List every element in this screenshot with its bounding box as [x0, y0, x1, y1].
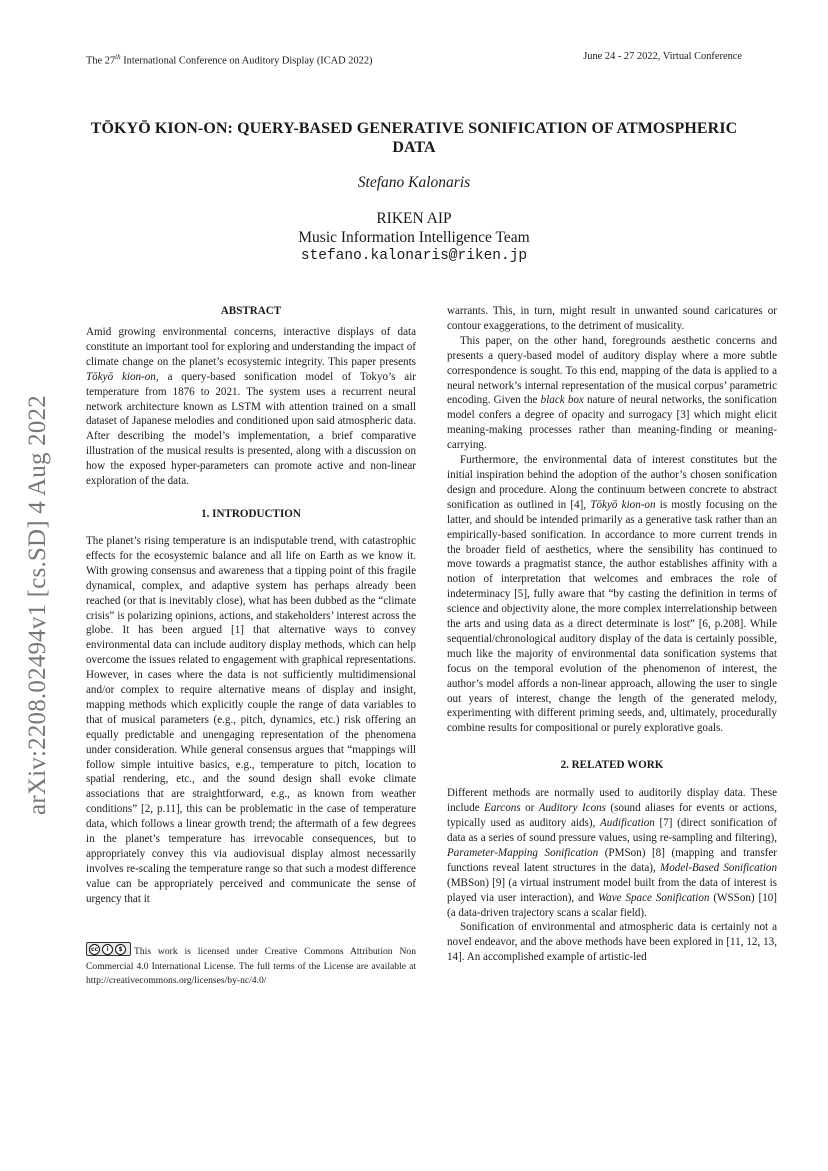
affiliation-org: RIKEN AIP: [376, 210, 452, 227]
intro-p3-text-b: is mostly focusing on the latter, and should be intended primarily as a generative task rather than an empirically-based sonification. In accordance to more current trends in the broader field of aesthetics, where the sensibility has continued to move towards a pragmatist stance, the author establishes affinity with a notion of interpretation that welcomes and embraces the role of indeterminacy [5], fully aware that “by casting the definition in terms of science and objectivity alone, the more complex interrelationship between the arts and using data as a direct determinate is lost” [6, p.208]. While sequential/chronological auditory display of the data is certainly possible, much like the majority of environmental data sonification systems that focus on the temporal evolution of the phenomenon of interest, the author’s model affords a non-linear approach, allowing the user to single out years of interest, change the length of the generated melody, experimenting with different priming seeds, and, ultimately, procedurally combine results for compositional or purely explorative goals.: [447, 498, 777, 735]
running-header-left: [86, 50, 373, 68]
rw-term-mbson: Model-Based Sonification: [659, 861, 777, 874]
intro-p2-text-b: nature of neural networks, the sonification model confers a degree of opacity and surrogacy [3] which might elicit meaning-making processes rather than meaning-finding or meaning-carrying.: [447, 394, 777, 452]
abstract-text-2: , a query-based sonification model of Tokyo’s air temperature from 1876 to 2021. The system uses a recurrent neural network architecture known as LSTM with attention trained on a small dataset of Japanese melodies and conditioned upon said atmospheric data. After describing the model’s implementation, a brief comparative illustration of the musical results is presented, along with a discussion on how the exposed hyper-parameters can promote active and non-linear exploration of the data.: [86, 370, 416, 488]
intro-continuation-paragraph: warrants. This, in turn, might result in unwanted sound caricatures or contour exaggerations, to the detriment of musicality.: [447, 305, 777, 332]
rw-term-earcons: Earcons: [484, 802, 521, 815]
right-column: [447, 304, 777, 965]
rw-term-wsson: Wave Space Sonification: [597, 891, 710, 904]
paper-title: TŌKYŌ KION-ON: QUERY-BASED GENERATIVE SONIFICATION OF ATMOSPHERIC DATA: [90, 120, 738, 156]
header-ordinal-sup: th: [115, 53, 121, 61]
header-conference-prefix: The 27: [86, 55, 116, 67]
author-name: Stefano Kalonaris: [357, 174, 471, 191]
intro-p2-text-a: This paper, on the other hand, foregrounds aesthetic concerns and presents a query-based model of auditory display where a more subtle correspondence is sought. To this end, mapping of the data is applied to a neural network’s internal representation of the musical corpus’ parametric encoding. Given the: [447, 334, 777, 407]
related-work-paragraph-1: [447, 786, 777, 920]
rw-text-6: (MBSon) [9] (a virtual instrument model built from the data of interest is played via user interaction), and: [447, 876, 777, 904]
rw-text-4: [7] (direct sonification of data as a series of sound pressure values, using re-sampling and filtering),: [447, 817, 777, 844]
rw-text-5: (PMSon) [8] (mapping and transfer functions reveal latent structures in the data),: [447, 846, 777, 874]
license-footnote: [86, 942, 416, 989]
affiliation-team: Music Information Intelligence Team: [298, 229, 530, 246]
rw-term-audification: Audification: [600, 817, 655, 830]
affiliation-block: [86, 209, 742, 266]
abstract-heading: ABSTRACT: [220, 305, 282, 317]
intro-p3-text-a: Furthermore, the environmental data of interest constitutes but the initial inspiration behind the adoption of the author’s chosen sonification design and procedure. Along the continuum between concrete to abstract sonification as outlined in [4],: [447, 454, 777, 511]
creative-commons-badge-icon: cc i $: [86, 942, 131, 956]
license-footnote-text: This work is licensed under Creative Commons Attribution Non Commercial 4.0 International License. The full terms of the License are available at http://creativecommons.org/licenses/by-nc/4.0/: [86, 946, 416, 987]
intro-p2-italic: black box: [540, 394, 584, 407]
arxiv-identifier-text: arXiv:2208.02494v1 [cs.SD] 4 Aug 2022: [24, 395, 51, 815]
left-column: [86, 304, 416, 907]
intro-paragraph-2: [447, 334, 777, 453]
abstract-text: [86, 325, 416, 489]
section-1-heading: 1. INTRODUCTION: [201, 507, 301, 520]
related-work-paragraph-2: Sonification of environmental and atmospheric data is certainly not a novel endeavor, and the above methods have been explored in [11, 12, 13, 14]. An accomplished example of artistic-led: [447, 921, 777, 964]
rw-term-pmson: Parameter-Mapping Sonification: [447, 846, 599, 859]
rw-text-3: (sound aliases for events or actions, typically used as auditory aids),: [447, 802, 777, 830]
abstract-system-name: Tōkyō kion-on: [86, 370, 156, 383]
introduction-paragraph: The planet’s rising temperature is an indisputable trend, with catastrophic effects for the ecosystemic balance and all life on Earth as we know it. With growing consensus and awareness that a tipping point of this fragile dynamical, complex, and adaptive system has perhaps already been reached (or that is inevitably close), what has been dubbed as the “climate crisis” is polarizing opinions, actions, and stakeholders’ interest across the globe. It has been argued [1] that alternative ways to convey environmental data can include auditory display methods, which can help overcome the issues related to engagement with graphical representations. However, in cases where the data is not sufficiently multidimensional and/or complex to require alternative means of display and insight, mapping methods which explicitly couple the range of data variables to that of musical parameters (e.g., pitch, dynamics, etc.) risk offering an equally predictable and unengaging representation of the phenomena under consideration. While general consensus argues that “mappings will follow simple intuitive basics, e.g., temperature to pitch, location to spatial rendering, etc., and the sound design shall evoke climate associations that are straightforward, e.g., as known from weather conditions” [2, p.11], this can be problematic in the case of temperature data, which follows a linear growth trend; the aftermath of a few degrees in the planet’s temperature has irrevocable consequences, but to appropriately convey this via audiovisual display almost necessarily involves re-scaling the temperature range so that such a modest difference value can be appropriately perceived and communicate the sense of urgency that it: [86, 534, 416, 905]
rw-text-2: or: [520, 802, 539, 815]
rw-text-7: (WSSon) [10] (a data-driven trajectory scans a scalar field).: [447, 891, 777, 919]
abstract-text-1: Amid growing environmental concerns, interactive displays of data constitute an important tool for exploring and understanding the impact of climate change on the planet’s ecosystemic integrity. This paper presents: [86, 326, 416, 368]
intro-p3-system-name: Tōkyō kion-on: [590, 498, 656, 511]
header-conference-suffix: International Conference on Auditory Display (ICAD 2022): [120, 55, 373, 67]
section-2-heading: 2. RELATED WORK: [560, 759, 664, 772]
arxiv-identifier-stamp: [12, 365, 64, 845]
intro-paragraph-3: [447, 453, 777, 736]
running-header-right: June 24 - 27 2022, Virtual Conference: [583, 51, 742, 62]
rw-text-1: Different methods are normally used to auditorily display data. These include: [447, 787, 777, 815]
rw-term-auditory-icons: Auditory Icons: [538, 802, 607, 815]
author-email: stefano.kalonaris@riken.jp: [300, 248, 528, 264]
